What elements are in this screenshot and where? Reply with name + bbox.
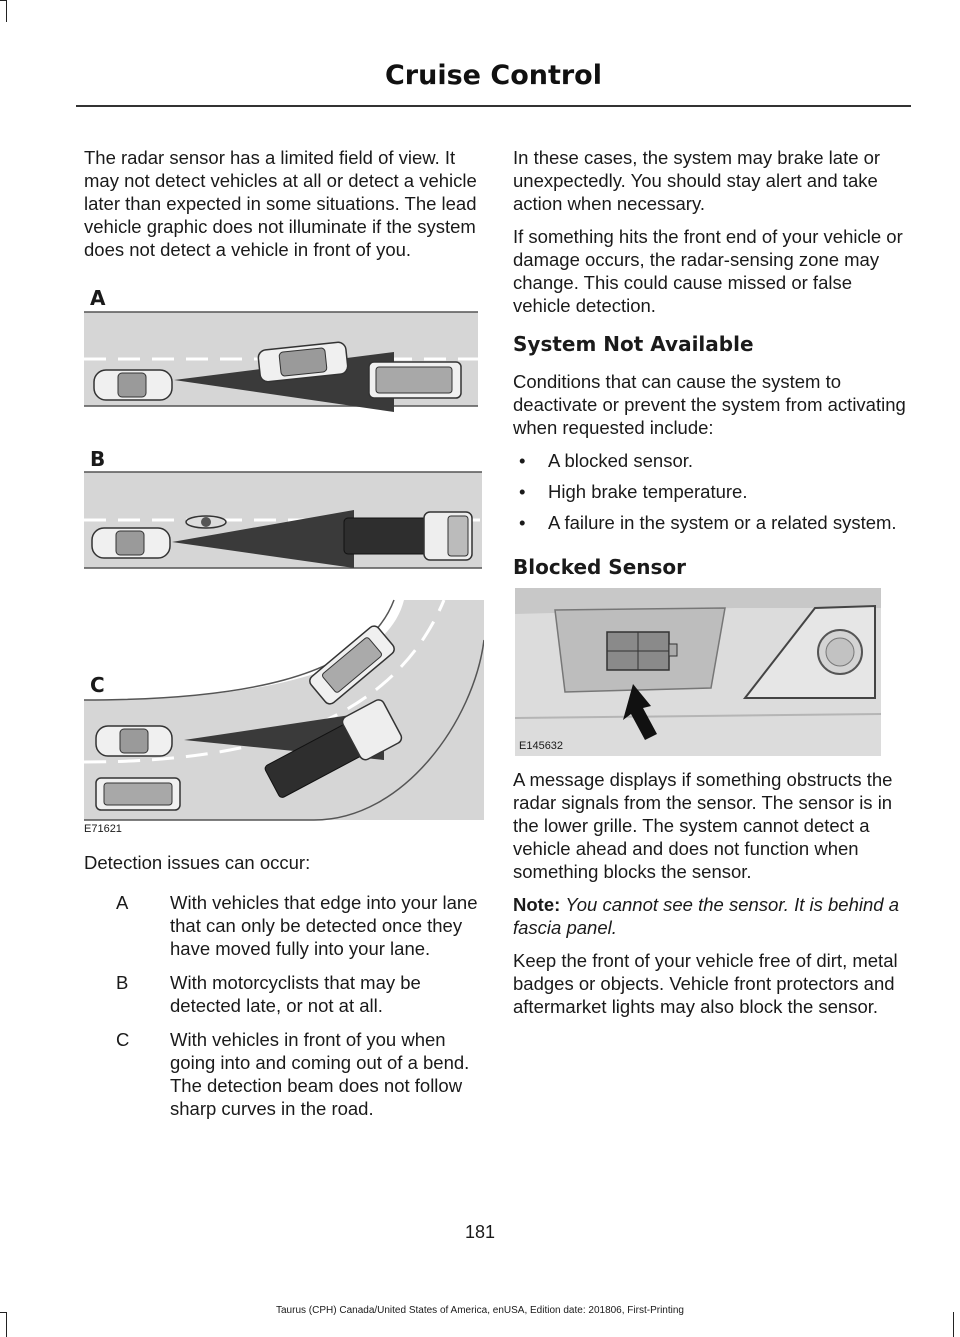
truck-icon (344, 512, 472, 560)
item-text: With vehicles that edge into your lane that can only be detected once they have moved fully into your lane. (170, 892, 478, 959)
sensor-drawing (515, 588, 881, 756)
figure-drawing (84, 280, 484, 840)
car-icon (94, 370, 172, 400)
sensor-figure (515, 588, 881, 756)
paragraph: A message displays if something obstructs the radar signals from the sensor. The sensor is in the lower grille. The system cannot detect a vehicle ahead and does not function when something blocks the sensor. (513, 769, 893, 882)
page-title: Cruise Control (384, 60, 602, 91)
figure-code: E145632 (519, 740, 564, 752)
conditions-list (513, 449, 911, 534)
list-item (84, 1028, 479, 1120)
item-letter: B (116, 972, 129, 993)
van-icon (369, 362, 461, 398)
section-heading: Blocked Sensor (513, 555, 687, 579)
item-letter: C (116, 1029, 130, 1050)
right-column (513, 146, 911, 593)
left-column (84, 146, 479, 271)
note (513, 893, 911, 939)
section-heading: System Not Available (513, 332, 754, 356)
paragraph: Keep the front of your vehicle free of dirt, metal badges or objects. Vehicle front protectors and aftermarket lights may also block the sensor. (513, 950, 898, 1017)
blocked-sensor-text (513, 768, 911, 1028)
list-item (84, 891, 479, 960)
crop-mark (6, 0, 7, 22)
intro-paragraph: The radar sensor has a limited field of view. It may not detect vehicles at all or detect a vehicle later than expected in some situations. The lead vehicle graphic does not illuminate if the system does not detect a vehicle in front of you. (84, 147, 477, 260)
list-item: • A blocked sensor. (513, 449, 911, 472)
van-icon (96, 778, 180, 810)
panel-c-road (84, 600, 484, 820)
item-text: With motorcyclists that may be detected late, or not at all. (170, 972, 421, 1016)
paragraph: Conditions that can cause the system to deactivate or prevent the system from activating when requested include: (513, 371, 906, 438)
page-number: 181 (464, 1222, 496, 1242)
list-item: • High brake temperature. (513, 480, 911, 503)
figure-label-c: C (90, 673, 105, 697)
issues-section (84, 851, 479, 1131)
title-divider (76, 105, 911, 107)
item-letter: A (116, 892, 129, 913)
note-text: You cannot see the sensor. It is behind a fascia panel. (513, 894, 899, 938)
car-icon (96, 726, 172, 756)
list-item (84, 971, 479, 1017)
note-label: Note: (513, 894, 561, 915)
figure-label-b: B (90, 447, 106, 471)
paragraph: If something hits the front end of your vehicle or damage occurs, the radar-sensing zone may change. This could cause missed or false vehicle detection. (513, 226, 903, 316)
footer-text: Taurus (CPH) Canada/United States of America, enUSA, Edition date: 201806, First-Printing (276, 1305, 684, 1316)
figure-code: E71621 (84, 823, 122, 835)
motorcycle-icon (186, 516, 226, 528)
issues-heading: Detection issues can occur: (84, 852, 311, 873)
list-item: • A failure in the system or a related system. (513, 511, 911, 534)
figure-label-a: A (90, 286, 106, 310)
item-text: With vehicles in front of you when going into and coming out of a bend. The detection beam does not follow sharp curves in the road. (170, 1029, 470, 1119)
car-icon (92, 528, 170, 558)
detection-figure (84, 280, 484, 840)
panel-a-road (84, 312, 478, 412)
panel-b-road (84, 472, 482, 568)
paragraph: In these cases, the system may brake late or unexpectedly. You should stay alert and take action when necessary. (513, 147, 881, 214)
issues-list (84, 891, 479, 1120)
